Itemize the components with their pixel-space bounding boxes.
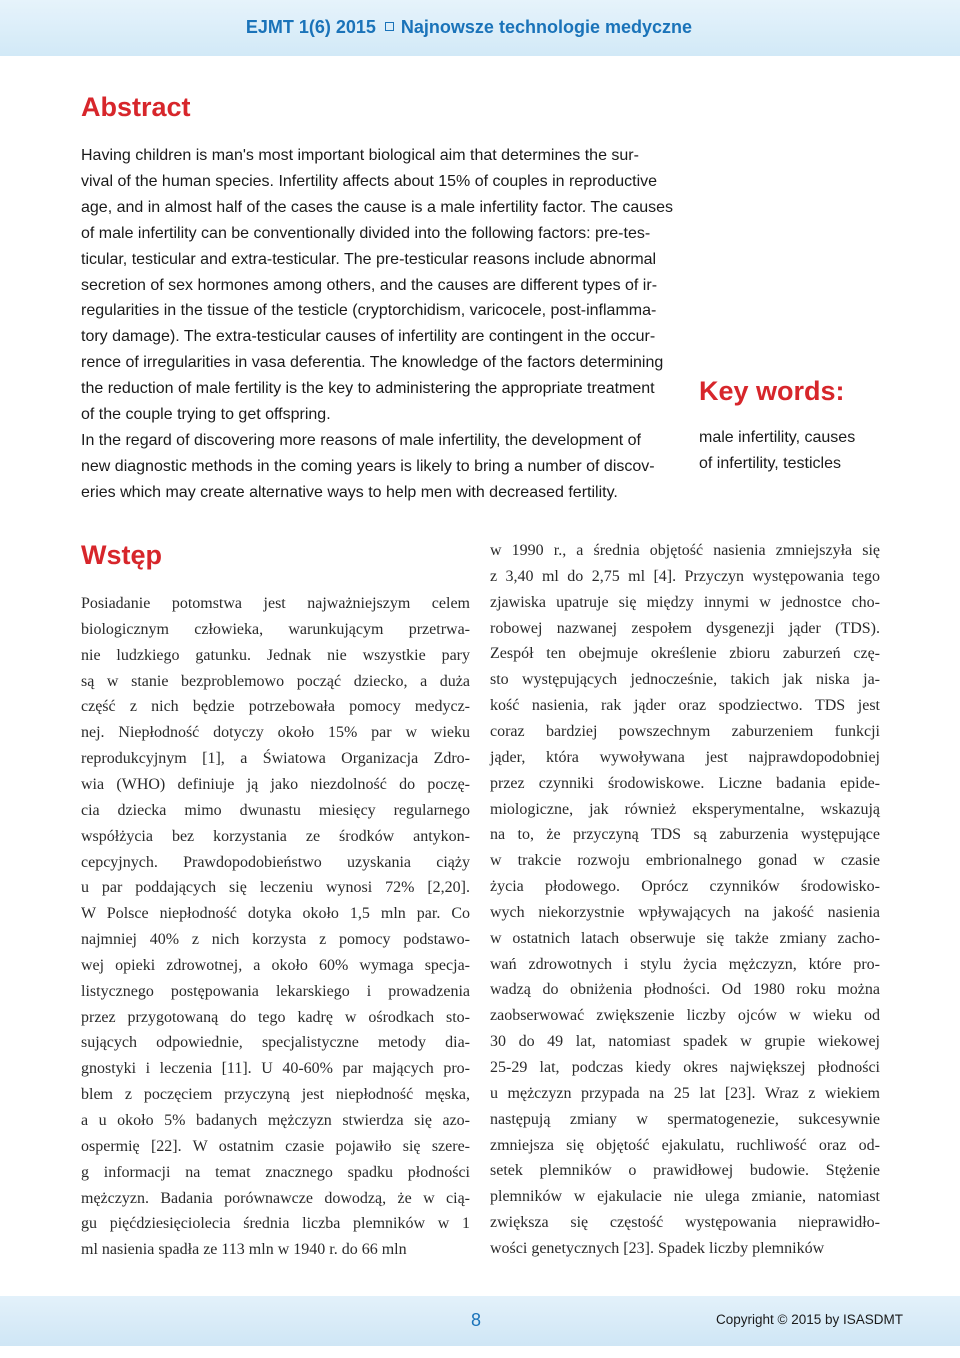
- text-line: coraz bardziej powszechnym zaburzeniem funkcji: [490, 722, 880, 740]
- text-line: plemników w ejakulacie nie ulega zmianie, natomiast: [490, 1188, 880, 1206]
- text-line: wia (WHO) definiuje ją jako niezdolność do poczę-: [81, 775, 470, 793]
- text-line: gu pięćdziesięciolecia średnia liczba plemników w 1: [81, 1215, 470, 1233]
- text-line: przez czynniki środowiskowe. Liczne badania epide-: [490, 774, 880, 792]
- text-line: ml nasienia spadła ze 113 mln w 1940 r. do 66 mln: [81, 1241, 407, 1259]
- text-line: przez przygotowaną do tego kadrę w ośrodkach sto-: [81, 1008, 470, 1026]
- text-line: zaobserwować zwiększenie liczby ojców w wieku od: [490, 1007, 880, 1025]
- text-line: 25-29 lat, podczas kiedy okres największej płodności: [490, 1059, 880, 1076]
- keywords-heading: Key words:: [699, 376, 845, 406]
- text-line: blem z poczęciem przyczyną jest niepłodność męska,: [81, 1086, 470, 1104]
- text-line: u mężczyzn przypada na 25 lat [23]. Wraz z wiekiem: [490, 1084, 880, 1102]
- text-line: są w stanie bezproblemowo począć dziecko, a duża: [81, 672, 470, 690]
- text-line: wań zdrowotnych i stylu życia mężczyzn, które pro-: [490, 955, 880, 973]
- abstract-line: secretion of sex hormones among others, and the causes are different types of ir-: [81, 276, 658, 294]
- abstract-line: rence of irregularities in vasa deferentia. The knowledge of the factors determining: [81, 354, 664, 372]
- text-line: w trakcie rozwoju embrionalnego gonad w czasie: [490, 852, 880, 870]
- keyword-line: male infertility, causes: [699, 429, 856, 446]
- text-line: w ostatnich latach obserwuje się także zmiany zacho-: [490, 929, 880, 947]
- text-line: ospermię [22]. W ostatnim czasie pojawiło się szere-: [81, 1137, 470, 1155]
- text-line: reprodukcyjnym [1], a Światowa Organizacja Zdro-: [81, 750, 470, 768]
- text-line: zjawiska upatruje się między innymi w jednostce cho-: [490, 593, 880, 611]
- abstract-line: regularities in the tissue of the testicle (cryptorchidism, varicocele, post-inflamma-: [81, 302, 657, 320]
- text-line: W Polsce niepłodność dotyka około 1,5 mln par. Co: [81, 905, 470, 923]
- text-line: 30 do 49 lat, natomiast spadek w grupie wiekowej: [490, 1033, 880, 1051]
- text-line: robowej nazwanej zespołem dysgenezji jąder (TDS).: [490, 619, 880, 637]
- copyright-text: Copyright © 2015 by ISASDMT: [716, 1312, 904, 1327]
- text-line: w 1990 r., a średnia objętość nasienia zmniejszyła się: [490, 542, 880, 559]
- square-separator-icon: [385, 22, 394, 31]
- text-line: zmniejsza się objętość ejakulatu, ruchliwość oraz od-: [490, 1136, 880, 1154]
- text-line: sujących odpowiednie, specjalistyczne metody dia-: [81, 1034, 470, 1052]
- text-line: listycznego postępowania lekarskiego i prowadzenia: [81, 982, 470, 1000]
- text-line: jąder, która wywoływana jest najprawdopodobniej: [490, 748, 880, 766]
- text-line: najmniej 40% z nich korzysta z pomocy podstawo-: [81, 931, 470, 949]
- text-line: wości genetycznych [23]. Spadek liczby plemników: [490, 1239, 825, 1257]
- abstract-line: of the couple trying to get offspring.: [81, 406, 331, 423]
- text-line: nej. Niepłodność dotyczy około 15% par w wieku: [81, 724, 470, 742]
- abstract-line: the reduction of male fertility is the key to administering the appropriate treatment: [81, 380, 655, 398]
- text-line: miologiczne, jak również eksperymentalne, wskazują: [490, 800, 880, 818]
- abstract-heading: Abstract: [81, 92, 191, 122]
- abstract-line: Having children is man's most important biological aim that determines the sur-: [81, 147, 639, 164]
- text-line: na to, że przyczyną TDS są zaburzenia występujące: [490, 826, 880, 844]
- text-line: kość nasienia, rak jąder oraz spodziectwo. TDS jest: [490, 697, 880, 715]
- text-line: cia dziecka mimo dwunastu miesięcy regularnego: [81, 801, 470, 819]
- text-line: współżycia bez korzystania ze środków antykon-: [81, 827, 470, 845]
- abstract-line: of male infertility can be conventionally divided into the following factors: pre-tes-: [81, 224, 651, 242]
- abstract-line: ticular, testicular and extra-testicular. The pre-testicular reasons include abnormal: [81, 250, 657, 268]
- abstract-line: tory damage). The extra-testicular causes of infertility are contingent in the occur-: [81, 328, 656, 346]
- text-line: g informacji na temat znacznego spadku płodności: [81, 1163, 470, 1181]
- abstract-line: eries which may create alternative ways to help men with decreased fertility.: [81, 483, 618, 501]
- intro-heading: Wstęp: [81, 540, 162, 570]
- text-line: Posiadanie potomstwa jest najważniejszym celem: [81, 595, 470, 612]
- text-line: u par poddających się leczeniu wynosi 72% [2,20].: [81, 879, 470, 897]
- text-line: mężczyzn. Badania porównawcze dowodzą, że w cią-: [81, 1189, 470, 1207]
- text-line: nie ludzkiego gatunku. Jednak nie wszystkie pary: [81, 646, 470, 664]
- text-line: Zespół ten obejmuje określenie zbioru zaburzeń czę-: [490, 645, 880, 663]
- abstract-line: In the regard of discovering more reasons of male infertility, the development of: [81, 431, 641, 449]
- text-line: część z nich będzie potrzebowała pomocy medycz-: [81, 698, 470, 716]
- text-line: wych niekorzystnie wpływających na jakość nasienia: [490, 903, 880, 921]
- keyword-line: of infertility, testicles: [699, 455, 841, 472]
- abstract-line: age, and in almost half of the cases the cause is a male infertility factor. The causes: [81, 198, 674, 216]
- text-line: biologicznym człowieka, warunkującym przetrwa-: [81, 620, 470, 638]
- text-line: gnostyki i leczenia [11]. U 40-60% par mających pro-: [81, 1060, 470, 1078]
- text-line: z 3,40 ml do 2,75 ml [4]. Przyczyn występowania tego: [490, 567, 880, 585]
- page-number: 8: [471, 1310, 482, 1330]
- text-line: setek plemników o prawidłowej budowie. Stężenie: [490, 1162, 880, 1180]
- text-line: następują zmiany w spermatogenezie, sukcesywnie: [490, 1110, 880, 1128]
- text-line: a u około 5% badanych mężczyzn stwierdza się azo-: [81, 1112, 470, 1129]
- text-line: zwiększa się częstość występowania nieprawidło-: [490, 1214, 880, 1232]
- text-line: wadzą do obniżenia płodności. Od 1980 roku można: [490, 981, 880, 999]
- abstract-line: new diagnostic methods in the coming years is likely to bring a number of discov-: [81, 457, 655, 475]
- journal-section: Najnowsze technologie medyczne: [400, 17, 692, 37]
- abstract-line: vival of the human species. Infertility affects about 15% of couples in reproductive: [81, 172, 658, 190]
- text-line: sto występujących jednocześnie, takich jak niska ja-: [490, 671, 880, 689]
- journal-header: [246, 17, 692, 38]
- text-line: cepcyjnych. Prawdopodobieństwo uzyskania ciąży: [81, 853, 470, 871]
- text-line: wej opieki zdrowotnej, a około 60% wymaga specja-: [81, 956, 470, 974]
- text-line: życia płodowego. Oprócz czynników środowisko-: [490, 878, 880, 896]
- journal-name: EJMT 1(6) 2015: [245, 17, 376, 37]
